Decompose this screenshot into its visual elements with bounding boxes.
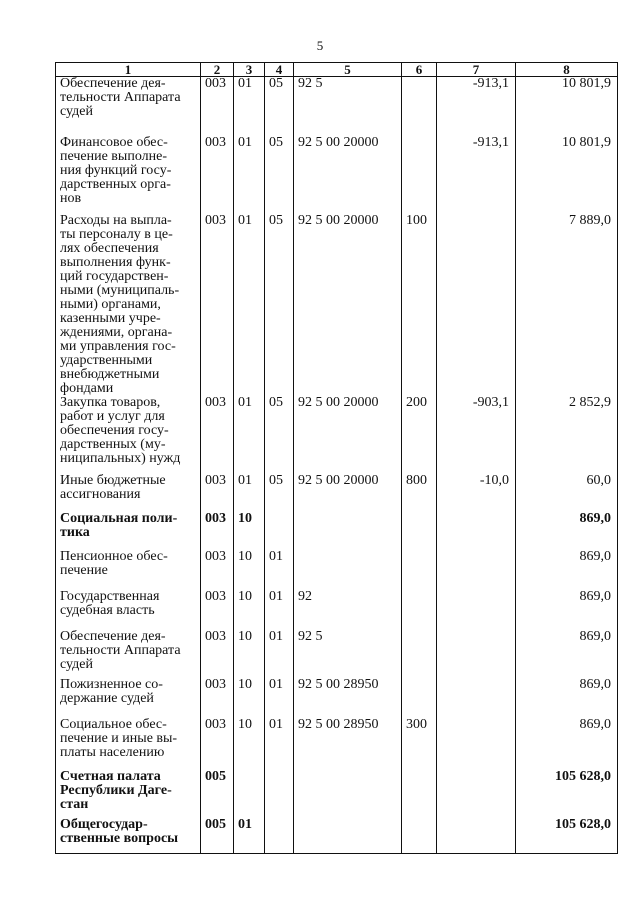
subsection-code <box>265 512 294 550</box>
table-row <box>56 136 618 214</box>
ministry-code: 005 <box>201 818 234 854</box>
target-article-code: 92 5 00 20000 <box>294 214 402 396</box>
target-article-code <box>294 818 402 854</box>
page-number: 5 <box>316 38 324 53</box>
section-code: 01 <box>234 214 265 396</box>
column-header: 2 <box>201 63 234 77</box>
target-article-code: 92 5 00 28950 <box>294 678 402 718</box>
item-name: Пожизненное со- держание судей <box>56 678 201 718</box>
table-row <box>56 818 618 854</box>
subsection-code: 01 <box>265 630 294 678</box>
table-row <box>56 770 618 818</box>
column-header: 6 <box>402 63 437 77</box>
change-amount <box>437 512 516 550</box>
column-header: 8 <box>516 63 618 77</box>
ministry-code: 005 <box>201 770 234 818</box>
item-name: Закупка товаров, работ и услуг для обеспечения госу- дарственных (му- ниципальных) нужд <box>56 396 201 474</box>
item-name: Социальная поли- тика <box>56 512 201 550</box>
ministry-code: 003 <box>201 550 234 590</box>
column-header: 7 <box>437 63 516 77</box>
ministry-code: 003 <box>201 630 234 678</box>
change-amount <box>437 630 516 678</box>
total-amount: 10 801,9 <box>516 136 618 214</box>
subsection-code: 05 <box>265 214 294 396</box>
change-amount <box>437 718 516 770</box>
section-code: 10 <box>234 678 265 718</box>
item-name: Финансовое обес- печение выполне- ния функций госу- дарственных орга- нов <box>56 136 201 214</box>
total-amount: 869,0 <box>516 630 618 678</box>
total-amount: 869,0 <box>516 550 618 590</box>
expense-type-code: 300 <box>402 718 437 770</box>
target-article-code: 92 5 00 20000 <box>294 136 402 214</box>
total-amount: 105 628,0 <box>516 818 618 854</box>
subsection-code: 05 <box>265 474 294 512</box>
subsection-code: 05 <box>265 136 294 214</box>
total-amount: 2 852,9 <box>516 396 618 474</box>
target-article-code: 92 5 <box>294 77 402 136</box>
item-name: Социальное обес- печение и иные вы- платы населению <box>56 718 201 770</box>
total-amount: 869,0 <box>516 590 618 630</box>
subsection-code: 01 <box>265 718 294 770</box>
ministry-code: 003 <box>201 474 234 512</box>
table-row <box>56 512 618 550</box>
item-name: Обеспечение дея- тельности Аппарата судей <box>56 630 201 678</box>
ministry-code: 003 <box>201 590 234 630</box>
item-name: Иные бюджетные ассигнования <box>56 474 201 512</box>
change-amount: -913,1 <box>437 77 516 136</box>
table-row <box>56 678 618 718</box>
section-code: 10 <box>234 512 265 550</box>
change-amount <box>437 678 516 718</box>
ministry-code: 003 <box>201 214 234 396</box>
item-name: Обеспечение дея- тельности Аппарата судей <box>56 77 201 136</box>
ministry-code: 003 <box>201 136 234 214</box>
change-amount <box>437 818 516 854</box>
target-article-code: 92 <box>294 590 402 630</box>
change-amount: -913,1 <box>437 136 516 214</box>
total-amount: 869,0 <box>516 678 618 718</box>
section-code: 10 <box>234 630 265 678</box>
total-amount: 869,0 <box>516 512 618 550</box>
table-row <box>56 474 618 512</box>
section-code: 01 <box>234 396 265 474</box>
ministry-code: 003 <box>201 678 234 718</box>
total-amount: 60,0 <box>516 474 618 512</box>
target-article-code: 92 5 00 28950 <box>294 718 402 770</box>
change-amount <box>437 550 516 590</box>
expense-type-code: 200 <box>402 396 437 474</box>
table-row <box>56 396 618 474</box>
ministry-code: 003 <box>201 77 234 136</box>
column-header: 1 <box>56 63 201 77</box>
table-row <box>56 590 618 630</box>
subsection-code: 01 <box>265 590 294 630</box>
table-row <box>56 718 618 770</box>
item-name: Счетная палата Республики Даге- стан <box>56 770 201 818</box>
table-row <box>56 77 618 136</box>
ministry-code: 003 <box>201 512 234 550</box>
change-amount: -10,0 <box>437 474 516 512</box>
expense-type-code <box>402 550 437 590</box>
subsection-code: 01 <box>265 678 294 718</box>
ministry-code: 003 <box>201 718 234 770</box>
table-header-row <box>56 63 618 77</box>
total-amount: 869,0 <box>516 718 618 770</box>
expense-type-code <box>402 818 437 854</box>
item-name: Пенсионное обес- печение <box>56 550 201 590</box>
expense-type-code <box>402 590 437 630</box>
section-code: 01 <box>234 818 265 854</box>
section-code <box>234 770 265 818</box>
expense-type-code <box>402 678 437 718</box>
ministry-code: 003 <box>201 396 234 474</box>
expense-type-code <box>402 136 437 214</box>
subsection-code: 01 <box>265 550 294 590</box>
column-header: 5 <box>294 63 402 77</box>
item-name: Общегосудар- ственные вопросы <box>56 818 201 854</box>
target-article-code: 92 5 00 20000 <box>294 474 402 512</box>
expense-type-code: 100 <box>402 214 437 396</box>
column-header: 4 <box>265 63 294 77</box>
section-code: 01 <box>234 77 265 136</box>
table-row <box>56 630 618 678</box>
total-amount: 105 628,0 <box>516 770 618 818</box>
total-amount: 10 801,9 <box>516 77 618 136</box>
target-article-code: 92 5 00 20000 <box>294 396 402 474</box>
change-amount <box>437 214 516 396</box>
budget-table <box>55 62 618 854</box>
section-code: 10 <box>234 718 265 770</box>
expense-type-code <box>402 77 437 136</box>
total-amount: 7 889,0 <box>516 214 618 396</box>
table-row <box>56 214 618 396</box>
section-code: 10 <box>234 590 265 630</box>
section-code: 01 <box>234 136 265 214</box>
expense-type-code <box>402 630 437 678</box>
change-amount: -903,1 <box>437 396 516 474</box>
subsection-code: 05 <box>265 77 294 136</box>
expense-type-code <box>402 770 437 818</box>
expense-type-code: 800 <box>402 474 437 512</box>
section-code: 01 <box>234 474 265 512</box>
item-name: Расходы на выпла- ты персоналу в це- лях обеспечения выполнения функ- ций государствен- ными (муниципаль- ными) органами, казенными учре- ждениями, органа- ми управления гос- ударственными внебюджетными фондами <box>56 214 201 396</box>
subsection-code <box>265 770 294 818</box>
expense-type-code <box>402 512 437 550</box>
change-amount <box>437 590 516 630</box>
target-article-code <box>294 512 402 550</box>
section-code: 10 <box>234 550 265 590</box>
table-row <box>56 550 618 590</box>
change-amount <box>437 770 516 818</box>
subsection-code: 05 <box>265 396 294 474</box>
target-article-code <box>294 770 402 818</box>
subsection-code <box>265 818 294 854</box>
target-article-code <box>294 550 402 590</box>
item-name: Государственная судебная власть <box>56 590 201 630</box>
column-header: 3 <box>234 63 265 77</box>
target-article-code: 92 5 <box>294 630 402 678</box>
